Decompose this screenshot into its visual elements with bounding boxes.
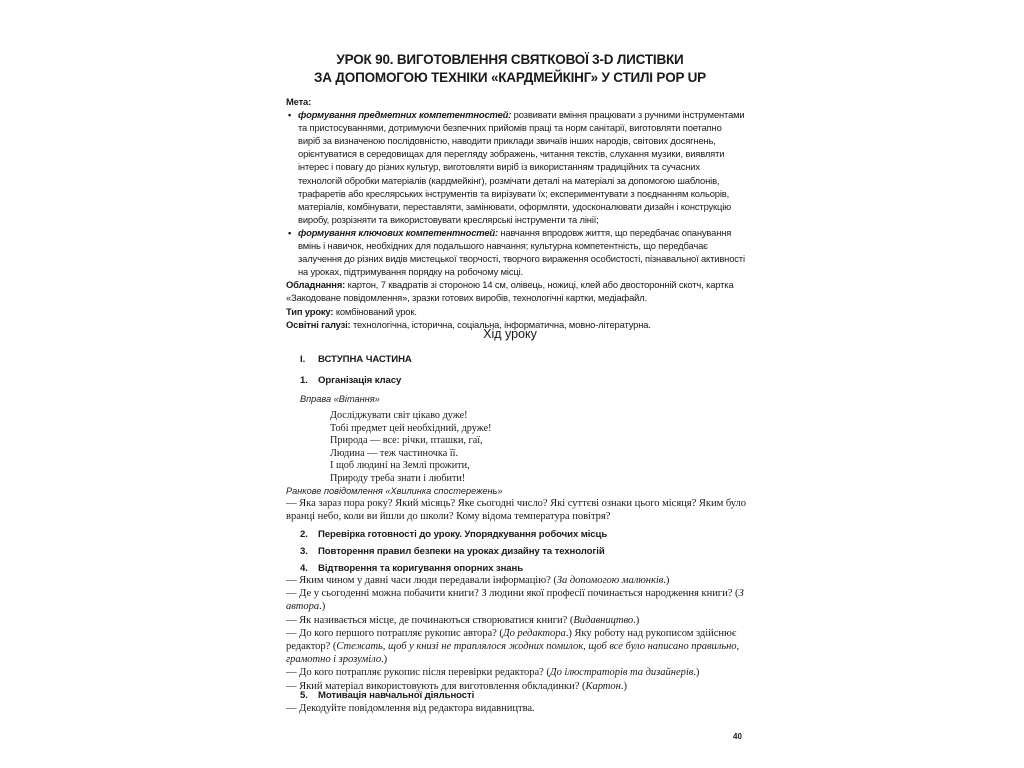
poem-line: Природа — все: річки, пташки, гаї, xyxy=(330,435,483,447)
goal-item-key xyxy=(286,226,746,278)
poem-line: І щоб людині на Землі прожити, xyxy=(330,460,470,472)
morning-message-text: — Яка зараз пора року? Який місяць? Яке сьогодні число? Які суттєві ознаки цього місяця? Яким було вранці небо, коли ви йшли до школи? Кому відома температура повітря? xyxy=(286,498,747,523)
final-instruction: — Декодуйте повідомлення від редактора видавництва. xyxy=(286,703,535,714)
question-text: — До кого потрапляє рукопис після перевірки редактора? ( xyxy=(286,667,550,679)
goal-item-subject xyxy=(286,108,746,226)
subsection-organization xyxy=(300,375,401,386)
question-end: .) xyxy=(620,680,627,692)
poem xyxy=(330,410,492,486)
equipment-text: картон, 7 квадратів зі стороною 14 см, олівець, ножиці, клей або двосторонній скотч, картка «Закодоване повідомлення», зразки готових виробів, технологічні картки, медіафайл. xyxy=(286,279,734,304)
morning-message-label: Ранкове повідомлення «Хвилинка спостережень» xyxy=(286,486,503,496)
qa-item xyxy=(286,614,748,627)
answer-text: За допомогою малюнків xyxy=(556,575,664,586)
goal-term-subject: формування предметних компетентностей: xyxy=(298,109,512,121)
areas-text: технологічна, історична, соціальна, інформатична, мовно-літературна. xyxy=(350,318,651,330)
lesson-title xyxy=(250,51,770,87)
lesson-title-line-2: ЗА ДОПОМОГОЮ ТЕХНІКИ «КАРДМЕЙКІНГ» У СТИЛІ POP UP xyxy=(314,70,706,85)
question-text: — Який матеріал використовують для виготовлення обкладинки? ( xyxy=(286,680,586,692)
qa-item xyxy=(286,666,748,679)
subsection-label: Відтворення та коригування опорних знань xyxy=(318,563,524,574)
poem-line: Людина — теж частиночка її. xyxy=(330,447,458,459)
exercise-label: Вправа «Вітання» xyxy=(300,394,380,404)
subsection-knowledge xyxy=(300,563,523,574)
section-label: ВСТУПНА ЧАСТИНА xyxy=(318,354,412,365)
question-text: — До кого першого потрапляє рукопис автора? ( xyxy=(286,627,503,639)
subsection-label: Мотивація навчальної діяльності xyxy=(318,690,475,701)
lesson-title-line-1: УРОК 90. ВИГОТОВЛЕННЯ СВЯТКОВОЇ 3-D ЛИСТІВКИ xyxy=(336,52,684,67)
page-number: 40 xyxy=(733,732,742,741)
poem-line: Тобі предмет цей необхідний, друже! xyxy=(330,422,492,434)
subsection-number: 4. xyxy=(300,563,308,574)
answer-text: До ілюстраторів та дизайнерів xyxy=(549,667,694,679)
question-end: .) xyxy=(381,654,388,666)
question-text: — Яким чином у давні часи люди передавали інформацію? ( xyxy=(286,575,557,586)
poem-line: Природу треба знати і любити! xyxy=(330,472,466,484)
question-end: .) xyxy=(663,575,670,586)
lesson-type-line xyxy=(286,305,746,318)
question-text: .) Яку роботу над рукописом здійснює редактор? ( xyxy=(286,627,737,653)
subsection-number: 1. xyxy=(300,375,308,386)
subsection-number: 2. xyxy=(300,529,308,540)
section-number: I. xyxy=(300,354,306,365)
question-text: — Як називається місце, де починаються створюватися книги? ( xyxy=(286,614,574,626)
question-text: — Де у сьогоденні можна побачити книги? З людини якої професії починається народження книги? ( xyxy=(286,588,739,600)
subsection-readiness xyxy=(300,529,607,540)
answer-text: З автора xyxy=(286,588,744,613)
equipment-label: Обладнання: xyxy=(286,279,346,291)
poem-line: Досліджувати світ цікаво дуже! xyxy=(330,410,468,421)
subsection-label: Організація класу xyxy=(318,375,402,386)
goal-text-subject: розвивати вміння працювати з ручними інструментами та пристосуваннями, дотримуючи безпечних прийомів праці та норм санітарії, виготовляти поетапно виріб за визначеною послідовністю, наводити приклади звичаїв інших народів, світових досягнень, орієнтуватися в середовищах для перегляду зображень, читання текстів, слухання музики, виявляти інтерес і повагу до різних культур, виготовляти виріб із використанням традиційних та сучасних технологій обробки матеріалів (кардмейкінг), розмічати деталі на матеріалі за допомогою шаблонів, трафаретів або креслярських інструментів та вирізувати їх; експериментувати з поєднанням кольорів, матеріалів, комбінувати, переставляти, замінювати, оформляти, удосконалювати дизайн і конструкцію виробу, розрізняти та використовувати креслярські інструменти та лінії; xyxy=(298,109,745,225)
subsection-number: 5. xyxy=(300,690,308,701)
qa-item xyxy=(286,627,748,667)
subsection-number: 3. xyxy=(300,546,308,557)
answer-text: Картон xyxy=(585,680,621,692)
answer-text: До редактора xyxy=(502,627,566,639)
answer-text: Видавництво xyxy=(573,614,634,626)
question-end: .) xyxy=(319,601,326,613)
course-heading: Хід уроку xyxy=(483,327,537,341)
lesson-type-label: Тип уроку: xyxy=(286,305,334,317)
qa-block xyxy=(286,574,748,693)
areas-label: Освітні галузі: xyxy=(286,318,351,330)
lesson-type-text: комбінований урок. xyxy=(333,305,417,317)
goals-block xyxy=(286,95,746,331)
question-end: .) xyxy=(633,614,640,626)
goal-text-key: навчання впродовж життя, що передбачає опанування вмінь і навичок, необхідних для подальшого навчання; культурна компетентність, що передбачає залучення до різних видів мистецької творчості, творчого вираження особистості, пізнавальної активності на уроках, підтримування порядку на робочому місці. xyxy=(298,226,745,278)
bullet-icon: • xyxy=(288,109,292,121)
section-introduction xyxy=(300,354,412,365)
goal-term-key: формування ключових компетентностей: xyxy=(298,226,498,238)
subsection-safety xyxy=(300,546,605,557)
qa-item xyxy=(286,587,748,613)
answer-text: Стежать, щоб у книзі не траплялося жодних помилок, щоб все було написано правильно, грамотно і зрозуміло xyxy=(286,641,740,666)
subsection-label: Перевірка готовності до уроку. Упорядкування робочих місць xyxy=(318,529,608,540)
subsection-motivation xyxy=(300,690,474,701)
goals-label: Мета: xyxy=(286,96,312,107)
bullet-icon: • xyxy=(288,226,292,238)
equipment-line xyxy=(286,278,746,304)
qa-item xyxy=(286,574,748,587)
subsection-label: Повторення правил безпеки на уроках дизайну та технологій xyxy=(318,546,605,557)
question-end: .) xyxy=(693,667,700,679)
